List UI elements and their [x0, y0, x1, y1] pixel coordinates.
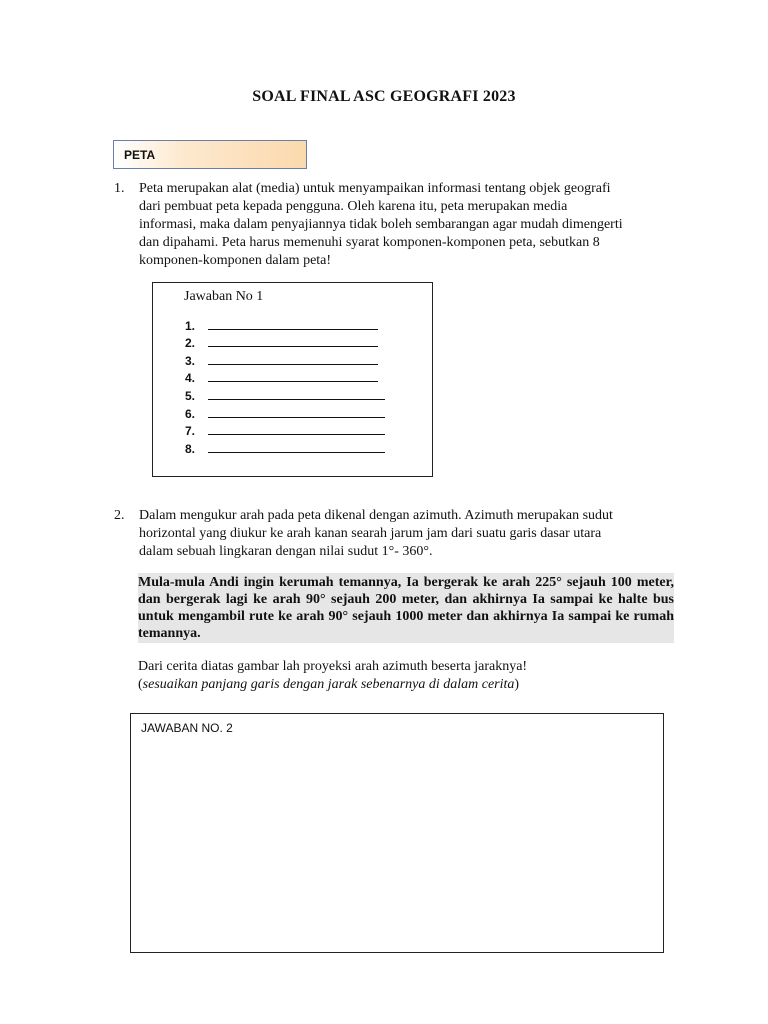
answer-blank-line[interactable]	[208, 422, 385, 435]
instruction-line: Dari cerita diatas gambar lah proyeksi arah azimuth beserta jaraknya!	[138, 659, 528, 674]
answer-item-number: 3.	[185, 353, 196, 368]
answer-item-number: 6.	[185, 406, 196, 421]
question-number: 1.	[114, 181, 125, 196]
answer-item[interactable]	[185, 333, 385, 351]
question-line: dalam sebuah lingkaran dengan nilai sudut 1°- 360°.	[139, 544, 433, 559]
answer-blank-line[interactable]	[208, 352, 378, 365]
note-paren-open: (	[138, 677, 143, 692]
answer-box-title: Jawaban No 1	[184, 289, 264, 304]
answer-item[interactable]	[185, 438, 385, 456]
answer-item[interactable]	[185, 315, 385, 333]
question-line: horizontal yang diukur ke arah kanan searah jarum jam dari suatu garis dasar utara	[139, 526, 602, 541]
question-text	[139, 507, 613, 561]
answer-item[interactable]	[185, 403, 385, 421]
answer-item[interactable]	[185, 350, 385, 368]
question-number: 2.	[114, 508, 125, 523]
answer-list	[185, 315, 385, 456]
answer-item-number: 5.	[185, 388, 196, 403]
section-label: PETA	[124, 148, 156, 162]
question-line: Dalam mengukur arah pada peta dikenal dengan azimuth. Azimuth merupakan sudut	[139, 508, 613, 523]
answer-box-title: JAWABAN NO. 2	[141, 721, 233, 735]
answer-box-1	[152, 282, 433, 477]
question-line: Peta merupakan alat (media) untuk menyampaikan informasi tentang objek geografi	[139, 181, 611, 196]
answer-item[interactable]	[185, 368, 385, 386]
answer-blank-line[interactable]	[208, 440, 385, 453]
question-line: dan dipahami. Peta harus memenuhi syarat komponen-komponen peta, sebutkan 8	[139, 235, 600, 250]
answer-blank-line[interactable]	[208, 369, 378, 382]
answer-blank-line[interactable]	[208, 387, 385, 400]
answer-item-number: 2.	[185, 336, 196, 351]
answer-blank-line[interactable]	[208, 334, 378, 347]
note-italic: sesuaikan panjang garis dengan jarak sebenarnya di dalam cerita	[142, 677, 515, 692]
answer-item[interactable]	[185, 385, 385, 403]
question-text	[139, 180, 623, 270]
answer-item-number: 7.	[185, 424, 196, 439]
page-title: SOAL FINAL ASC GEOGRAFI 2023	[252, 88, 516, 105]
answer-item-number: 4.	[185, 371, 196, 386]
instruction-text	[138, 658, 527, 694]
answer-blank-line[interactable]	[208, 317, 378, 330]
story-paragraph: Mula-mula Andi ingin kerumah temannya, Ia bergerak ke arah 225° sejauh 100 meter, dan bergerak lagi ke arah 90° sejauh 200 meter, dan akhirnya Ia sampai ke halte bus untuk mengambil rute ke arah 90° sejauh 1000 meter dan akhirnya Ia sampai ke rumah temannya.	[138, 575, 674, 641]
answer-item[interactable]	[185, 421, 385, 439]
instruction-note	[138, 676, 527, 694]
answer-blank-line[interactable]	[208, 405, 385, 418]
note-paren-close: )	[514, 677, 520, 692]
answer-box-2[interactable]	[130, 713, 664, 953]
answer-item-number: 1.	[185, 318, 196, 333]
section-header-peta	[113, 140, 307, 169]
question-line: komponen-komponen dalam peta!	[139, 253, 332, 268]
question-line: informasi, maka dalam penyajiannya tidak boleh sembarangan agar mudah dimengerti	[139, 217, 623, 232]
answer-item-number: 8.	[185, 441, 196, 456]
question-line: dari pembuat peta kepada pengguna. Oleh karena itu, peta merupakan media	[139, 199, 568, 214]
